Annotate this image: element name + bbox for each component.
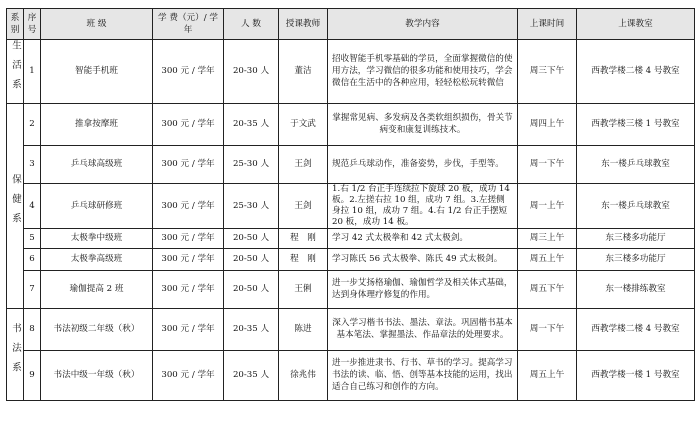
fee-cell: 300 元 / 学年 [153, 350, 224, 400]
class-cell: 书法初级二年级（秋） [41, 308, 153, 350]
time-cell: 周三下午 [518, 40, 577, 104]
content-cell: 1.右 1/2 台正手连续拉下旋球 20 板，成功 14 板。2.左搓右拉 10 组，成功 7 组。3.左搓侧身拉 10 组，成功 7 组。4.右 1/2 台正手摆短 20 板，成功 14 板。 [328, 183, 518, 228]
time-cell: 周一上午 [518, 183, 577, 228]
count-cell: 20-35 人 [224, 308, 279, 350]
class-cell: 书法中级一年级（秋） [41, 350, 153, 400]
class-cell: 智能手机班 [41, 40, 153, 104]
fee-cell: 300 元 / 学年 [153, 40, 224, 104]
time-cell: 周一下午 [518, 308, 577, 350]
count-cell: 20-50 人 [224, 270, 279, 308]
seq-cell: 6 [24, 248, 41, 270]
seq-cell: 8 [24, 308, 41, 350]
count-cell: 20-35 人 [224, 103, 279, 145]
table-row [7, 308, 695, 350]
table-row [7, 228, 695, 248]
room-cell: 东三楼多功能厅 [577, 228, 695, 248]
content-cell: 招收智能手机零基础的学员，全面掌握微信的使用方法，学习微信的很多功能和使用技巧，学会微信在生活中的各种应用，轻轻松松玩转微信 [328, 40, 518, 104]
count-cell: 25-30 人 [224, 183, 279, 228]
time-cell: 周四上午 [518, 103, 577, 145]
table-row [7, 40, 695, 104]
content-cell: 深入学习楷书书法、墨法、章法。巩固楷书基本基本笔法、掌握墨法、作品章法的处理要求。 [328, 308, 518, 350]
count-cell: 20-35 人 [224, 350, 279, 400]
seq-cell: 3 [24, 145, 41, 183]
table-row [7, 183, 695, 228]
category-label: 书法系 [10, 322, 21, 382]
content-cell: 学习陈氏 56 式太极拳、陈氏 49 式太极剑。 [328, 248, 518, 270]
header-count: 人 数 [224, 9, 279, 40]
room-cell: 西教学楼二楼 4 号教室 [577, 308, 695, 350]
category-cell [7, 40, 24, 104]
class-cell: 推拿按摩班 [41, 103, 153, 145]
header-class: 班 级 [41, 9, 153, 40]
room-cell: 西教学楼一楼 1 号教室 [577, 350, 695, 400]
teacher-cell: 程 刚 [279, 248, 328, 270]
teacher-cell: 徐兆伟 [279, 350, 328, 400]
category-cell [7, 103, 24, 308]
course-table [6, 8, 695, 401]
table-row [7, 270, 695, 308]
class-cell: 乒乓球研修班 [41, 183, 153, 228]
class-cell: 乒乓球高级班 [41, 145, 153, 183]
class-cell: 太极拳中级班 [41, 228, 153, 248]
course-table-wrapper [6, 8, 695, 401]
content-cell: 进一步推进隶书、行书、草书的学习。提高学习书法的读、临、悟、创等基本技能的运用，找出适合自己练习和创作的方向。 [328, 350, 518, 400]
content-cell: 规范乒乓球动作，准备姿势，步伐，手型等。 [328, 145, 518, 183]
time-cell: 周三上午 [518, 228, 577, 248]
table-row [7, 350, 695, 400]
seq-cell: 7 [24, 270, 41, 308]
teacher-cell: 王剑 [279, 145, 328, 183]
seq-cell: 5 [24, 228, 41, 248]
seq-cell: 2 [24, 103, 41, 145]
class-cell: 瑜伽提高 2 班 [41, 270, 153, 308]
teacher-cell: 于文武 [279, 103, 328, 145]
fee-cell: 300 元 / 学年 [153, 103, 224, 145]
content-cell: 掌握常见病、多发病及各类软组织损伤，骨关节病变和康复训练技术。 [328, 103, 518, 145]
time-cell: 周一下午 [518, 145, 577, 183]
content-cell: 进一步艾扬格瑜伽、瑜伽哲学及相关体式基础，达到身体理疗修复的作用。 [328, 270, 518, 308]
header-seq: 序号 [24, 9, 41, 40]
count-cell: 20-30 人 [224, 40, 279, 104]
class-cell: 太极拳高级班 [41, 248, 153, 270]
count-cell: 20-50 人 [224, 228, 279, 248]
fee-cell: 300 元 / 学年 [153, 183, 224, 228]
category-cell [7, 308, 24, 400]
room-cell: 西教学楼二楼 4 号教室 [577, 40, 695, 104]
fee-cell: 300 元 / 学年 [153, 270, 224, 308]
header-category: 系别 [7, 9, 24, 40]
teacher-cell: 程 刚 [279, 228, 328, 248]
header-content: 教学内容 [328, 9, 518, 40]
count-cell: 25-30 人 [224, 145, 279, 183]
room-cell: 东一楼乒乓球教室 [577, 183, 695, 228]
header-time: 上课时间 [518, 9, 577, 40]
room-cell: 东一楼乒乓球教室 [577, 145, 695, 183]
room-cell: 东三楼多功能厅 [577, 248, 695, 270]
header-row [7, 9, 695, 40]
fee-cell: 300 元 / 学年 [153, 248, 224, 270]
teacher-cell: 董洁 [279, 40, 328, 104]
fee-cell: 300 元 / 学年 [153, 308, 224, 350]
fee-cell: 300 元 / 学年 [153, 145, 224, 183]
teacher-cell: 陈进 [279, 308, 328, 350]
fee-cell: 300 元 / 学年 [153, 228, 224, 248]
table-row [7, 145, 695, 183]
table-row [7, 248, 695, 270]
header-fee: 学 费（元）/ 学年 [153, 9, 224, 40]
teacher-cell: 王剑 [279, 183, 328, 228]
header-room: 上课教室 [577, 9, 695, 40]
content-cell: 学习 42 式太极拳和 42 式太极剑。 [328, 228, 518, 248]
room-cell: 东一楼排练教室 [577, 270, 695, 308]
table-row [7, 103, 695, 145]
time-cell: 周五下午 [518, 270, 577, 308]
count-cell: 20-50 人 [224, 248, 279, 270]
time-cell: 周五上午 [518, 350, 577, 400]
category-label: 生活系 [10, 40, 21, 99]
seq-cell: 1 [24, 40, 41, 104]
time-cell: 周五上午 [518, 248, 577, 270]
room-cell: 西教学楼三楼 1 号教室 [577, 103, 695, 145]
teacher-cell: 王俐 [279, 270, 328, 308]
seq-cell: 4 [24, 183, 41, 228]
seq-cell: 9 [24, 350, 41, 400]
header-teacher: 授课教师 [279, 9, 328, 40]
category-label: 保健系 [10, 174, 21, 233]
